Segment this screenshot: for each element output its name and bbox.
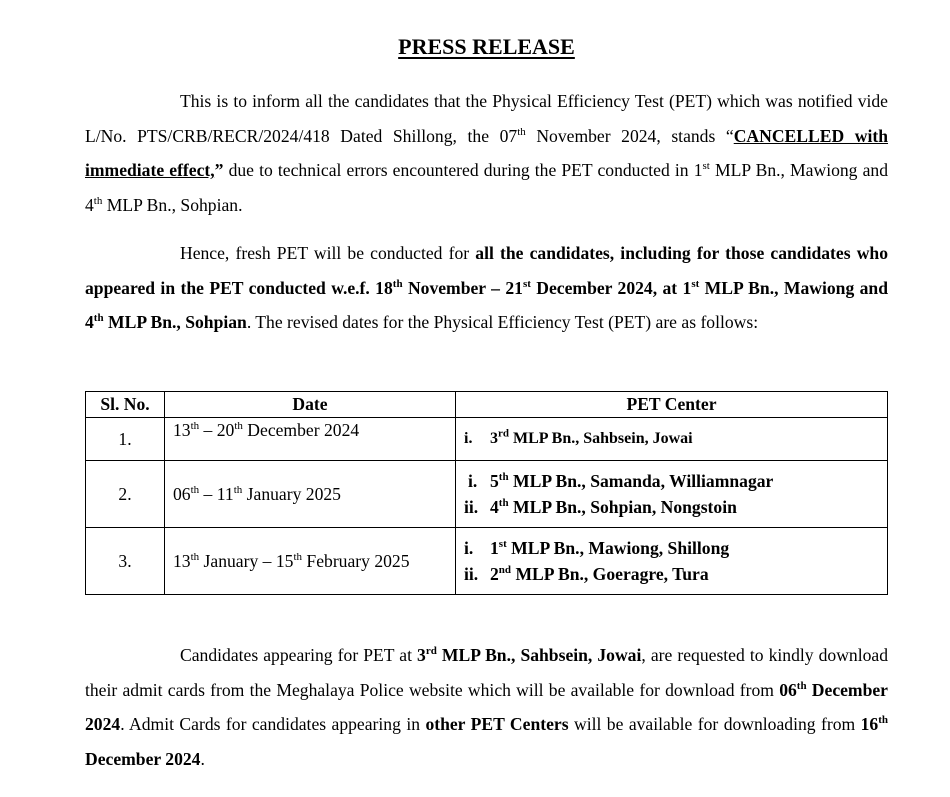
- superscript: th: [796, 679, 807, 692]
- superscript: th: [190, 420, 200, 433]
- text: 3: [490, 430, 498, 447]
- text: MLP Bn., Sohpian: [103, 312, 247, 332]
- table-row: [86, 461, 888, 528]
- paragraph-admit-cards: [85, 638, 888, 776]
- list-number: i.: [464, 538, 474, 558]
- text: November – 21: [402, 277, 523, 298]
- superscript: th: [233, 483, 243, 496]
- center-cell: [456, 461, 888, 528]
- text: 13: [173, 550, 191, 571]
- center-list: [464, 468, 879, 520]
- superscript: th: [293, 550, 303, 563]
- table-row: [86, 418, 888, 461]
- text: – 20: [199, 420, 235, 440]
- superscript: rd: [498, 427, 509, 440]
- text: .: [200, 748, 205, 769]
- superscript: st: [691, 277, 700, 290]
- text: December 2024, at 1: [530, 277, 692, 298]
- text: December 2024: [85, 748, 201, 769]
- cancelled-emphasis: CANCELLED with immediate effect,: [85, 125, 889, 180]
- text: 06: [173, 483, 191, 504]
- superscript: th: [498, 497, 509, 510]
- text: MLP Bn., Sahbsein, Jowai: [436, 645, 642, 665]
- superscript: th: [93, 194, 103, 207]
- center-cell: [456, 418, 888, 461]
- text: MLP Bn., Sahbsein, Jowai: [509, 430, 693, 447]
- text: will be available for downloading from: [568, 714, 861, 734]
- superscript: th: [190, 550, 200, 563]
- list-item: [464, 494, 879, 520]
- text: other PET Centers: [425, 714, 569, 734]
- text: MLP Bn., Mawiong and 4: [85, 277, 888, 332]
- text: MLP Bn., Mawiong and 4: [85, 160, 888, 215]
- text: 2: [490, 564, 499, 584]
- list-item: [464, 535, 879, 561]
- superscript: st: [522, 277, 531, 290]
- superscript: th: [517, 125, 526, 138]
- superscript: st: [702, 160, 710, 173]
- text: January 2025: [242, 483, 341, 504]
- list-item: [464, 426, 879, 452]
- text: due to technical errors encountered during the PET conducted in 1: [223, 160, 703, 180]
- text: MLP Bn., Mawiong, Shillong: [506, 538, 730, 558]
- text: December 2024: [85, 679, 888, 734]
- superscript: th: [392, 277, 403, 290]
- text: MLP Bn., Goeragre, Tura: [511, 564, 709, 584]
- center-list: [464, 535, 879, 587]
- text: This is to inform all the candidates that the Physical Efficiency Test (PET) which was notified vide L/No. PTS/CRB/RECR/2024/418 Dated Shillong, the 07: [85, 91, 888, 146]
- superscript: nd: [498, 564, 512, 577]
- date-cell: [165, 461, 456, 528]
- text: December 2024: [242, 420, 360, 440]
- list-number: ii.: [464, 564, 479, 584]
- text: Hence, fresh PET will be conducted for: [180, 243, 476, 263]
- text: – 11: [199, 483, 234, 504]
- text: November 2024, stands “: [525, 125, 734, 146]
- list-number: i.: [468, 471, 478, 491]
- text: MLP Bn., Sohpian, Nongstoin: [508, 497, 737, 517]
- date-cell: [165, 418, 456, 461]
- superscript: th: [190, 483, 200, 496]
- paragraph-fresh-pet: [85, 236, 888, 340]
- text: . Admit Cards for candidates appearing in: [120, 714, 426, 734]
- list-number: i.: [464, 430, 473, 447]
- pet-schedule-table: [85, 391, 888, 595]
- table-header-row: [86, 392, 888, 418]
- text: 16: [860, 714, 879, 734]
- text: February 2025: [302, 550, 410, 571]
- text: ”: [214, 160, 224, 180]
- superscript: rd: [425, 645, 437, 658]
- text: all the candidates, including for those candidates who appeared in the PET conducted w.e.f. 18: [85, 243, 888, 298]
- header-pet-center: PET Center: [456, 392, 888, 418]
- text: 5: [490, 471, 499, 491]
- text: Candidates appearing for PET at: [180, 645, 418, 665]
- date-cell: [165, 528, 456, 595]
- text: 06: [779, 679, 797, 700]
- table-row: [86, 528, 888, 595]
- text: 4: [490, 497, 499, 517]
- superscript: st: [498, 538, 507, 551]
- superscript: th: [93, 312, 104, 325]
- sl-cell: 2.: [86, 461, 165, 528]
- sl-cell: 3.: [86, 528, 165, 595]
- text: MLP Bn., Samanda, Williamnagar: [508, 471, 774, 491]
- list-item: [464, 561, 879, 587]
- text: . The revised dates for the Physical Efficiency Test (PET) are as follows:: [246, 312, 759, 332]
- superscript: th: [498, 471, 509, 484]
- superscript: th: [234, 420, 243, 433]
- sl-cell: 1.: [86, 418, 165, 461]
- list-item: [464, 468, 879, 494]
- list-number: ii.: [464, 497, 479, 517]
- text: 1: [490, 538, 499, 558]
- text: January – 15: [199, 550, 294, 571]
- text: 3: [417, 645, 426, 665]
- text: , are requested to kindly download their admit cards from the Meghalaya Police website which will be available for download from: [85, 645, 889, 700]
- center-cell: [456, 528, 888, 595]
- text: MLP Bn., Sohpian.: [102, 194, 243, 215]
- text: 13: [173, 420, 191, 440]
- header-sl-no: Sl. No.: [86, 392, 165, 418]
- paragraph-cancellation-notice: [85, 84, 888, 222]
- header-date: Date: [165, 392, 456, 418]
- superscript: th: [878, 714, 888, 727]
- center-list: [464, 426, 879, 452]
- page-title: PRESS RELEASE: [398, 34, 575, 59]
